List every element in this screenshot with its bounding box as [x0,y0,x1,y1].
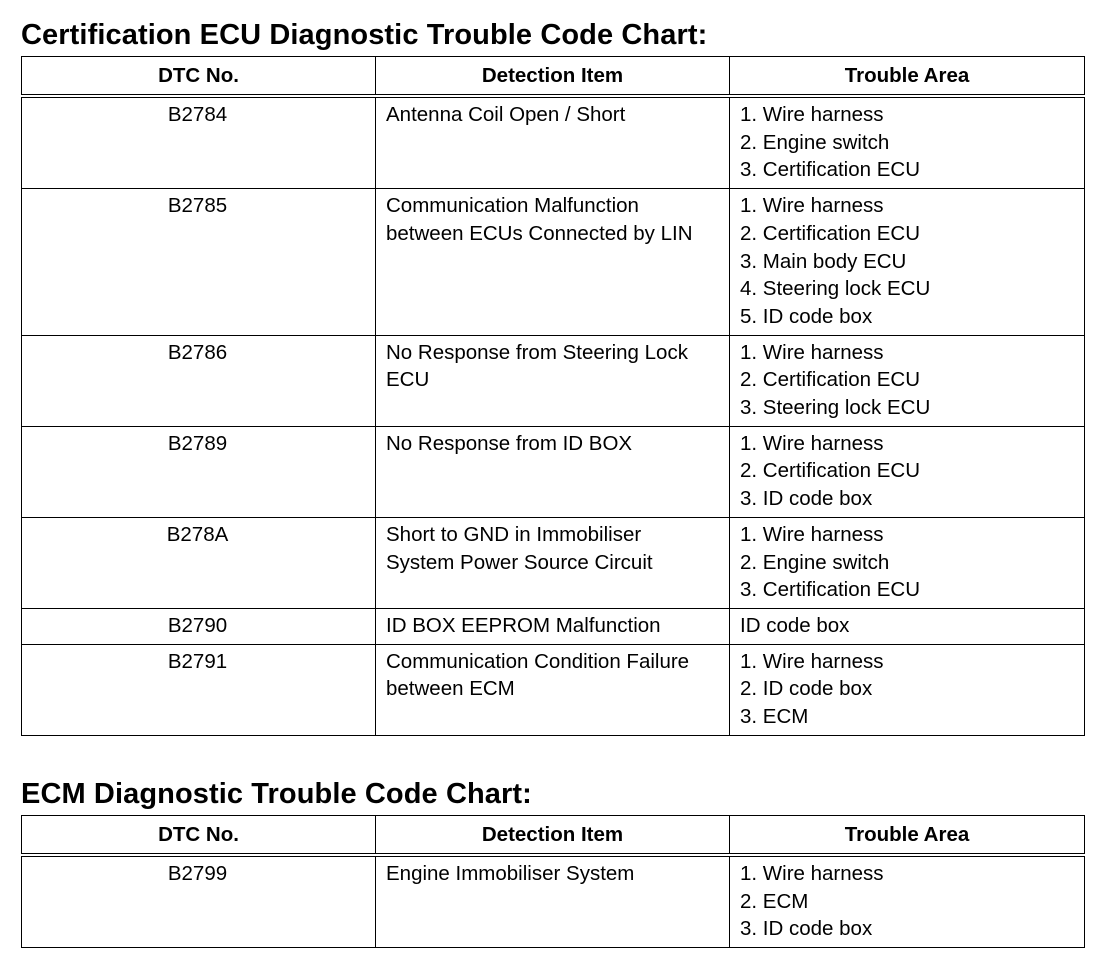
table-row [22,426,1085,517]
detection-item-line: No Response from ID BOX [386,431,633,455]
trouble-area-line: 2. Engine switch [740,130,890,154]
table-row [22,96,1085,189]
trouble-area [730,855,1085,948]
dtc-code: B2784 [22,96,376,189]
detection-item [376,96,730,189]
trouble-area-line: 2. Engine switch [740,550,890,574]
trouble-area [730,189,1085,336]
detection-item [376,608,730,644]
detection-item-line: between ECM [386,677,515,701]
table-row [22,189,1085,336]
header-detection-item: Detection Item [376,57,730,97]
trouble-area-line: 3. ECM [740,705,809,729]
detection-item-line: ECU [386,368,430,392]
trouble-area-line: 3. Certification ECU [740,158,921,182]
detection-item-line: Short to GND in Immobiliser [386,522,642,546]
detection-item [376,426,730,517]
header-trouble-area: Trouble Area [730,57,1085,97]
dtc-code: B2799 [22,855,376,948]
trouble-area-line: 5. ID code box [740,304,873,328]
trouble-area-line: 2. Certification ECU [740,368,921,392]
trouble-area [730,335,1085,426]
trouble-area-line: 2. Certification ECU [740,459,921,483]
detection-item-line: Communication Malfunction [386,194,639,218]
trouble-area-line: 3. Main body ECU [740,249,907,273]
trouble-area [730,96,1085,189]
detection-item-line: between ECUs Connected by LIN [386,221,693,245]
trouble-area-line: 1. Wire harness [740,194,884,218]
table-header-row [22,816,1085,856]
trouble-area-line: 4. Steering lock ECU [740,277,931,301]
table-row [22,644,1085,735]
trouble-area-line: 1. Wire harness [740,103,884,126]
table-header-row [22,57,1085,97]
dtc-code: B2791 [22,644,376,735]
dtc-code: B2786 [22,335,376,426]
table-row [22,517,1085,608]
trouble-area-line: 1. Wire harness [740,862,884,885]
detection-item-line: Engine Immobiliser System [386,862,635,885]
dtc-code: B2790 [22,608,376,644]
trouble-area [730,608,1085,644]
trouble-area [730,426,1085,517]
trouble-area-line: 3. Steering lock ECU [740,396,931,420]
detection-item [376,189,730,336]
header-dtc-no: DTC No. [22,816,376,856]
trouble-area-line: 1. Wire harness [740,649,884,673]
trouble-area-line: 1. Wire harness [740,522,884,546]
trouble-area-line: 3. Certification ECU [740,578,921,602]
detection-item [376,644,730,735]
detection-item [376,855,730,948]
trouble-area-line: 1. Wire harness [740,431,884,455]
table-row [22,608,1085,644]
detection-item-line: Communication Condition Failure [386,649,690,673]
detection-item-line: Antenna Coil Open / Short [386,103,626,126]
section-title: Certification ECU Diagnostic Trouble Code Chart: [21,19,708,51]
header-dtc-no: DTC No. [22,57,376,97]
trouble-area-line: 3. ID code box [740,487,873,511]
detection-item-line: System Power Source Circuit [386,550,653,574]
trouble-area [730,517,1085,608]
detection-item-line: No Response from Steering Lock [386,340,688,364]
dtc-code: B278A [22,517,376,608]
trouble-area [730,644,1085,735]
trouble-area-line: 2. ID code box [740,677,873,701]
trouble-area-line: 2. ECM [740,889,809,913]
trouble-area-line: ID code box [740,613,850,637]
dtc-code: B2785 [22,189,376,336]
detection-item [376,335,730,426]
dtc-table [21,56,1085,736]
section-title: ECM Diagnostic Trouble Code Chart: [21,778,532,810]
header-trouble-area: Trouble Area [730,816,1085,856]
detection-item-line: ID BOX EEPROM Malfunction [386,613,661,637]
trouble-area-line: 2. Certification ECU [740,221,921,245]
trouble-area-line: 3. ID code box [740,917,873,941]
dtc-code: B2789 [22,426,376,517]
trouble-area-line: 1. Wire harness [740,340,884,364]
detection-item [376,517,730,608]
table-row [22,855,1085,948]
dtc-table [21,815,1085,948]
header-detection-item: Detection Item [376,816,730,856]
table-row [22,335,1085,426]
